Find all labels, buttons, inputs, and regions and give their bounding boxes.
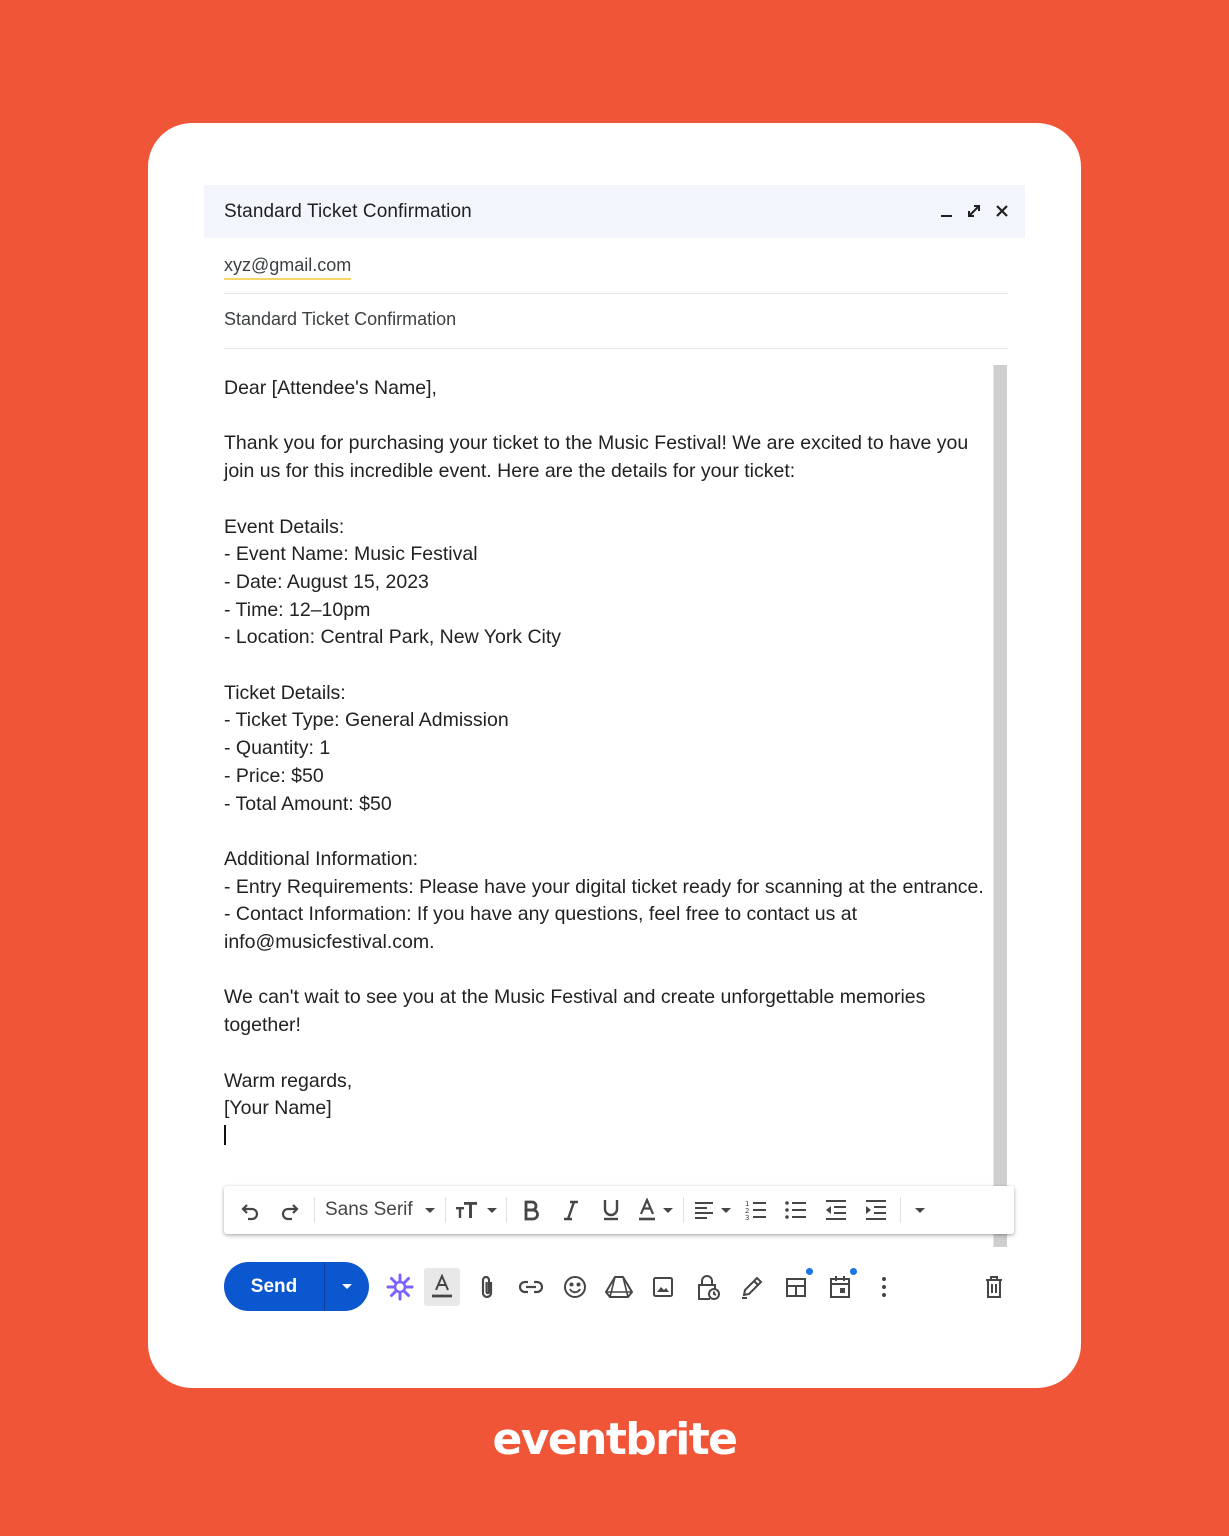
window-controls [935,199,1013,223]
toolbar-divider [314,1197,315,1223]
chevron-down-icon [425,1208,435,1213]
indent-more-icon[interactable] [856,1193,896,1227]
font-select[interactable] [319,1193,441,1227]
toolbar-divider [683,1197,684,1223]
toolbar-divider [445,1197,446,1223]
formatting-options-icon[interactable] [424,1268,460,1306]
italic-icon[interactable] [551,1193,591,1227]
toolbar-divider [900,1197,901,1223]
more-formatting-icon[interactable] [905,1193,935,1227]
chevron-down-icon [915,1208,925,1213]
subject-text: Standard Ticket Confirmation [224,309,457,329]
gemini-icon[interactable] [382,1268,418,1306]
drive-icon[interactable] [601,1268,637,1306]
photo-icon[interactable] [645,1268,681,1306]
align-icon[interactable] [688,1193,736,1227]
more-options-icon[interactable] [866,1268,902,1306]
message-body-text: Dear [Attendee's Name], Thank you for purchasing your ticket to the Music Festival! We are excited to have you join us for this incredible event. Here are the details for your ticket: Event Details: - Event Name: Music Festival - Date: August 15, 2023 - Time: 12–10pm - Location: Central Park, New York City Ticket Details: - Ticket Type: General Admission - Quantity: 1 - Price: $50 - Total Amount: $50 Additional Information: - Entry Requirements: Please have your digital ticket ready for scanning at the entrance. - Contact Information: If you have any questions, feel free to contact us at info@musicfestival.com. We can't wait to see you at the Music Festival and create unforgettable memories together! Warm regards, [Your Name] [224,377,984,1120]
subject-field[interactable] [224,309,1008,349]
signature-pen-icon[interactable] [734,1268,770,1306]
link-icon[interactable] [513,1268,549,1306]
emoji-icon[interactable] [557,1268,593,1306]
trash-icon[interactable] [976,1268,1012,1306]
compose-window [204,185,1025,1335]
compose-actions [224,1262,1014,1312]
minimize-icon[interactable] [935,199,957,223]
text-cursor [224,1125,226,1145]
chevron-down-icon [721,1208,731,1213]
layouts-icon[interactable] [778,1268,814,1306]
notification-dot [850,1268,857,1275]
text-size-icon[interactable] [450,1193,502,1227]
redo-icon[interactable] [270,1193,310,1227]
underline-icon[interactable] [591,1193,631,1227]
bulleted-list-icon[interactable] [776,1193,816,1227]
to-field[interactable] [224,255,1008,294]
body-scrollbar[interactable] [993,365,1007,1247]
bold-icon[interactable] [511,1193,551,1227]
send-options-button[interactable] [325,1262,369,1311]
chevron-down-icon [342,1284,352,1289]
send-button[interactable] [224,1262,369,1311]
close-icon[interactable] [991,199,1013,223]
send-button-label[interactable]: Send [224,1262,325,1311]
schedule-calendar-icon[interactable] [822,1268,858,1306]
recipient-chip[interactable]: xyz@gmail.com [224,255,351,280]
svg-text:2: 2 [744,1207,750,1215]
attach-icon[interactable] [469,1268,505,1306]
notification-dot [806,1268,813,1275]
eventbrite-logo: eventbrite [492,1414,737,1465]
text-color-icon[interactable] [631,1193,679,1227]
svg-text:3: 3 [744,1214,750,1221]
confidential-lock-icon[interactable] [690,1268,726,1306]
svg-text:1: 1 [744,1200,750,1208]
message-body[interactable] [224,375,984,1151]
compose-title: Standard Ticket Confirmation [224,201,472,222]
formatting-toolbar [224,1186,1014,1234]
font-select-label: Sans Serif [325,1199,413,1220]
compose-titlebar[interactable] [204,185,1025,238]
undo-icon[interactable] [230,1193,270,1227]
toolbar-divider [506,1197,507,1223]
chevron-down-icon [663,1208,673,1213]
expand-icon[interactable] [963,199,985,223]
chevron-down-icon [487,1208,497,1213]
indent-less-icon[interactable] [816,1193,856,1227]
numbered-list-icon[interactable] [736,1193,776,1227]
